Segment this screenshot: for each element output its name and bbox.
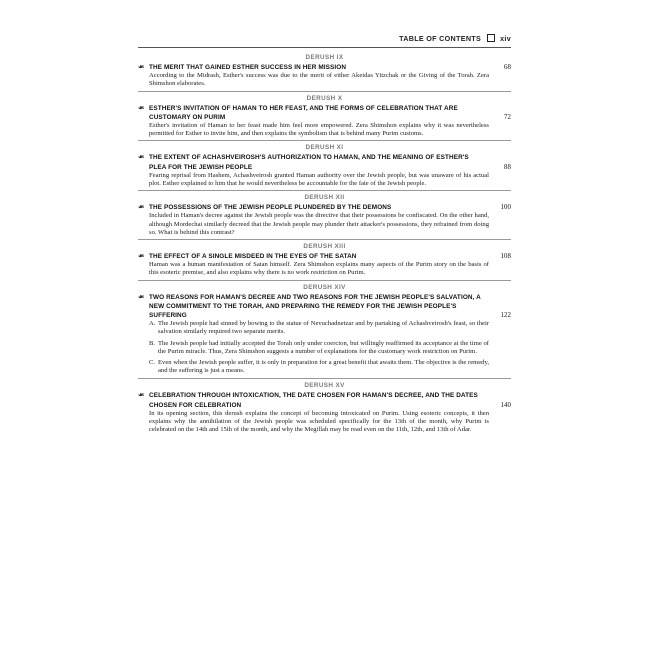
entry-summary: According to the Midrash, Esther's success was due to the merit of either Akeidas Yitzchak or the Giving of the Torah. Zera Shimshon elaborates. — [149, 72, 489, 88]
toc-entry — [138, 142, 511, 191]
entry-divider — [138, 91, 511, 92]
entry-title: TWO REASONS FOR HAMAN'S DECREE AND TWO REASONS FOR THE JEWISH PEOPLE'S SALVATION, A NEW COMMITMENT TO THE TORAH, AND PREPARING THE REMEDY FOR THE JEWISH PEOPLE'S SUFFERING — [149, 293, 481, 320]
entry-summary: Haman was a human manifestation of Satan himself. Zera Shimshon explains many aspects of the Purim story on the basis of this esoteric premise, and also explains why there is no work restriction on Purim. — [149, 261, 489, 277]
entry-divider — [138, 239, 511, 240]
running-head-title: TABLE OF CONTENTS — [399, 34, 482, 43]
entry-page-number: 88 — [504, 163, 511, 171]
entry-title: ESTHER'S INVITATION OF HAMAN TO HER FEAST, AND THE FORMS OF CELEBRATION THAT ARE CUSTOMARY ON PURIM — [149, 104, 458, 121]
fleuron-icon: ☙ — [138, 154, 145, 162]
entry-divider — [138, 140, 511, 141]
entry-page-number: 100 — [500, 204, 511, 212]
subitem-text: Even when the Jewish people suffer, it is only in preparation for a great benefit that awaits them. The objective is the remedy, and the suffering is just a means. — [158, 359, 489, 375]
entry-title-row — [138, 153, 511, 171]
derush-heading: DERUSH XIII — [303, 243, 346, 251]
entry-summary: Fearing reprisal from Hashem, Achashveirosh granted Haman authority over the Jewish people, but was unaware of his actual plot. Esther explained to him that he would nevertheless be accountable for the fate of the Jewish people. — [149, 171, 489, 188]
derush-heading: DERUSH XI — [305, 144, 344, 152]
entry-title: THE EFFECT OF A SINGLE MISDEED IN THE EYES OF THE SATAN — [149, 253, 357, 261]
toc-entry — [138, 52, 511, 92]
toc-entry — [138, 93, 511, 142]
fleuron-icon: ☙ — [138, 253, 145, 261]
table-of-contents — [138, 51, 511, 437]
derush-heading: DERUSH X — [306, 94, 343, 102]
entry-page-number: 68 — [504, 64, 511, 71]
fleuron-icon: ☙ — [138, 392, 145, 400]
entry-title-row — [138, 293, 511, 321]
subitem-label: B. — [149, 339, 156, 347]
toc-entry — [138, 241, 511, 281]
entry-summary: Esther's invitation of Haman to her feast made him feel more empowered. Zera Shimshon explains why it was nevertheless permitted for Esther to invite him, and then explains the symbolism that is behind many Purim customs. — [149, 122, 489, 138]
entry-divider — [138, 280, 511, 281]
entry-title-row — [138, 104, 511, 122]
derush-heading: DERUSH XIV — [303, 283, 346, 291]
derush-heading: DERUSH XV — [304, 382, 345, 390]
derush-heading: DERUSH XII — [304, 194, 345, 202]
entry-title-row — [138, 391, 511, 409]
entry-summary: Included in Haman's decree against the Jewish people was the directive that their possessions be confiscated. On the other hand, although Mordechai similarly decreed that the Jewish people may plunder their attacker's possessions, they refrained from doing so. What is behind this contrast? — [149, 212, 489, 236]
fleuron-icon: ☙ — [138, 104, 145, 112]
derush-heading: DERUSH IX — [305, 54, 344, 61]
square-ornament-icon — [487, 34, 495, 42]
subitem-label: A. — [149, 320, 156, 328]
entry-subitem — [138, 359, 511, 375]
entry-title-row — [138, 252, 511, 261]
fleuron-icon: ☙ — [138, 64, 145, 71]
entry-title: CELEBRATION THROUGH INTOXICATION, THE DATE CHOSEN FOR HAMAN'S DECREE, AND THE DATES CHOSEN FOR CELEBRATION — [149, 392, 478, 409]
entry-page-number: 140 — [500, 401, 511, 409]
subitem-text: The Jewish people had sinned by bowing to the statue of Nevuchadnetzar and by partaking of Achashveirosh's feast, so their salvation similarly required two separate merits. — [158, 320, 489, 336]
subitem-label: C. — [149, 359, 156, 367]
running-head — [399, 34, 511, 43]
entry-divider — [138, 190, 511, 191]
entry-title: THE MERIT THAT GAINED ESTHER SUCCESS IN HER MISSION — [149, 64, 347, 71]
entry-subitem — [138, 340, 511, 356]
entry-divider — [138, 378, 511, 379]
fleuron-icon: ☙ — [138, 293, 145, 301]
entry-summary: In its opening section, this derush explains the concept of becoming intoxicated on Purim. Using esoteric concepts, it then explains why the annihilation of the Jewish people was scheduled specifically for the 13th of the month, why Purim is celebrated on the 14th and 15th of the month, and why the Megillah may be read even on the 11th, 12th, and 13th of Adar. — [149, 409, 489, 434]
subitem-text: The Jewish people had initially accepted the Torah only under coercion, but willingly reaffirmed its acceptance at the time of the Purim miracle. Thus, Zera Shimshon suggests a number of explanations for the customary work restriction on Purim. — [158, 339, 489, 355]
entry-title-row — [138, 63, 511, 72]
entry-page-number: 108 — [500, 253, 511, 261]
entry-page-number: 122 — [500, 312, 511, 320]
toc-entry — [138, 282, 511, 380]
header-rule — [138, 47, 511, 48]
toc-entry — [138, 380, 511, 434]
toc-entry — [138, 192, 511, 240]
entry-title: THE POSSESSIONS OF THE JEWISH PEOPLE PLUNDERED BY THE DEMONS — [149, 204, 392, 212]
entry-subitem — [138, 320, 511, 336]
entry-title: THE EXTENT OF ACHASHVEIROSH'S AUTHORIZATION TO HAMAN, AND THE MEANING OF ESTHER'S PLEA FOR THE JEWISH PEOPLE — [149, 154, 469, 171]
fleuron-icon: ☙ — [138, 204, 145, 212]
entry-page-number: 72 — [504, 113, 511, 121]
entry-title-row — [138, 203, 511, 212]
running-head-page-number: xiv — [500, 34, 511, 43]
